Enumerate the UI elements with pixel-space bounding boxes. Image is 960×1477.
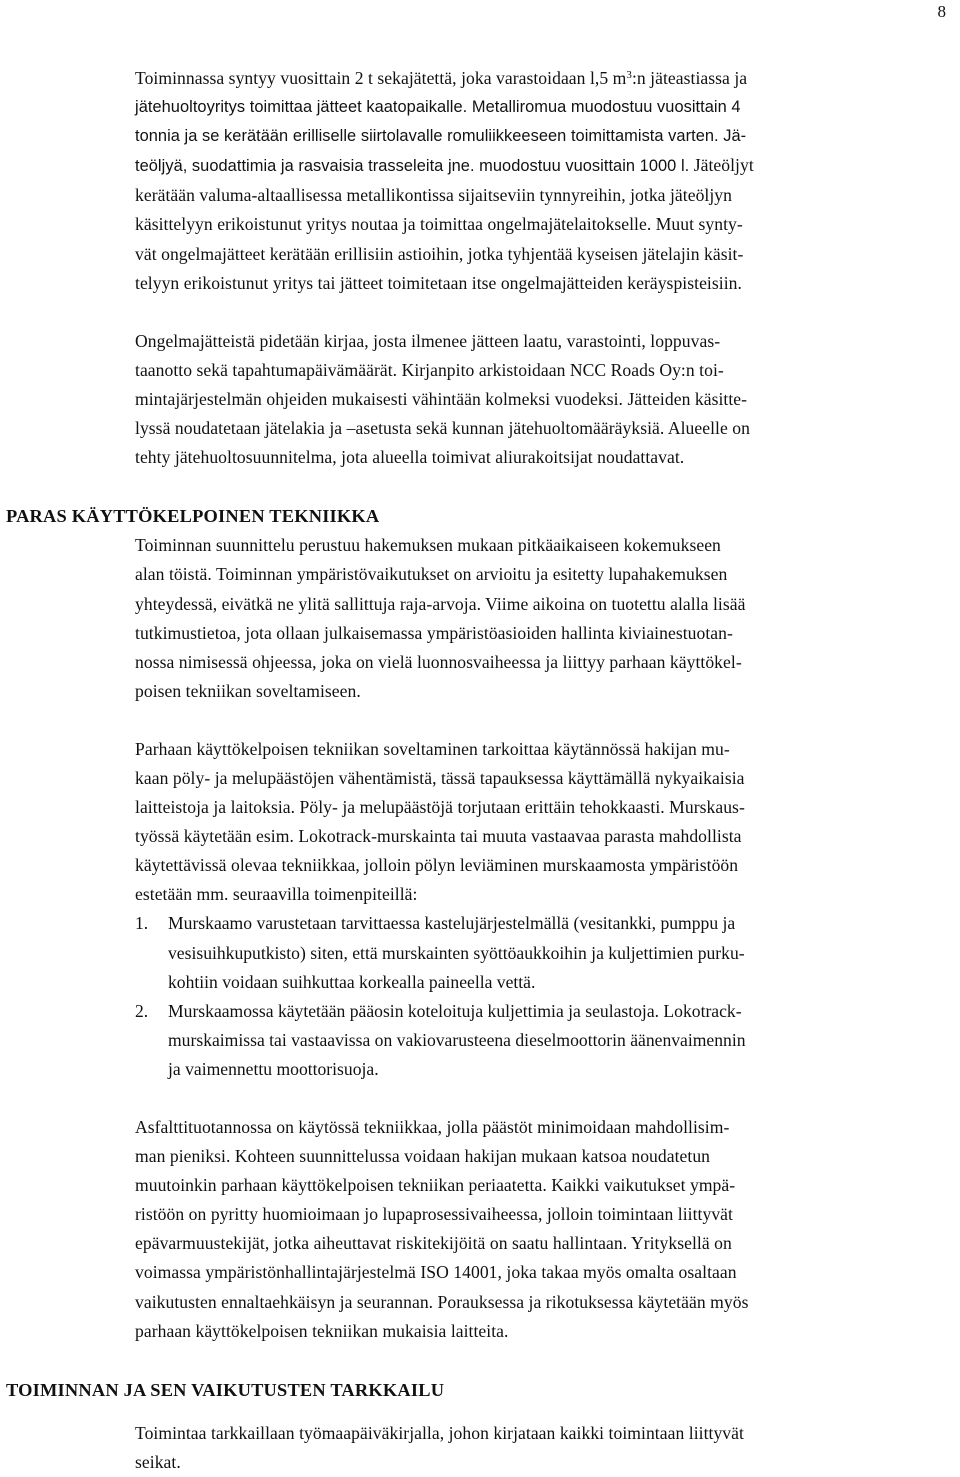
text-line: vaikutusten ennaltaehkäisyn ja seurannan. Porauksessa ja rikotuksessa käytetään myös [135, 1291, 749, 1312]
paragraph-monitoring [135, 1419, 957, 1477]
text-line: parhaan käyttökelpoisen tekniikan mukaisia laitteita. [135, 1320, 509, 1341]
text-line: Murskaamo varustetaan tarvittaessa kastelujärjestelmällä (vesitankki, pumppu ja [168, 913, 736, 934]
list-item [135, 997, 957, 1084]
text-line: ja vaimennettu moottorisuoja. [168, 1058, 379, 1079]
text-line: man pieniksi. Kohteen suunnittelussa voidaan hakijan mukaan katsoa noudatetun [135, 1146, 711, 1167]
text-line: vesisuihkuputkisto) siten, että murskainten syöttöaukkoihin ja kuljettimien purku- [168, 942, 745, 963]
text-line: mintajärjestelmän ohjeiden mukaisesti vähintään kolmeksi vuodeksi. Jätteiden käsitte- [135, 388, 748, 409]
paragraph-application [135, 735, 957, 910]
paragraph-planning [135, 531, 957, 706]
text-line: käsittelyyn erikoistunut yritys noutaa ja toimittaa ongelmajätelaitokselle. Muut synty- [135, 214, 743, 235]
text-line: käytettävissä olevaa tekniikkaa, jolloin pölyn leviäminen murskaamosta ympäristöön [135, 855, 739, 876]
section-heading-monitoring: TOIMINNAN JA SEN VAIKUTUSTEN TARKKAILU [6, 1379, 445, 1400]
text-line: poisen tekniikan soveltamiseen. [135, 680, 361, 701]
text-line: Toimintaa tarkkaillaan työmaapäiväkirjalla, johon kirjataan kaikki toimintaan liittyvät [135, 1422, 744, 1443]
text-line: muutoinkin parhaan käyttökelpoisen tekniikan periaatetta. Kaikki vaikutukset ympä- [135, 1175, 736, 1196]
list-number: 2. [135, 1000, 149, 1021]
text-line: työssä käytetään esim. Lokotrack-murskainta tai muuta vastaavaa parasta mahdollista [135, 826, 742, 847]
text-line: Toiminnassa syntyy vuosittain 2 t sekajätettä, joka varastoidaan l,5 $m^3:n$ jäteastiassa ja [135, 68, 748, 88]
page-number: 8 [937, 2, 946, 21]
text-line: Toiminnan suunnittelu perustuu hakemuksen mukaan pitkäaikaiseen kokemukseen [135, 535, 721, 556]
text-line: murskaimissa tai vastaavissa on vakiovarusteena dieselmoottorin äänenvaimennin [168, 1029, 746, 1050]
measures-list [135, 909, 957, 1084]
text-line: laitteistoja ja laitoksia. Pöly- ja melupäästöjä torjutaan erittäin tehokkaasti. Murskaus- [135, 797, 745, 818]
paragraph-records [135, 327, 957, 472]
text-line: tonnia ja se kerätään erilliselle siirtolavalle romuliikkeeseen toimittamista varten. Jä- [135, 127, 747, 146]
text-line: teöljyä, suodattimia ja rasvaisia trasseleita jne. muodostuu vuosittain 1000 l. Jäteöljyt [135, 155, 754, 176]
text-line: lyssä noudatetaan jätelakia ja –asetusta sekä kunnan jätehuoltomääräyksiä. Alueelle on [135, 418, 750, 439]
text-line: Murskaamossa käytetään pääosin koteloituja kuljettimia ja seulastoja. Lokotrack- [168, 1000, 742, 1021]
text-line: kerätään valuma-altaallisessa metallikontissa sijaitseviin tynnyreihin, jotka jäteöljyn [135, 185, 732, 206]
text-line: seikat. [135, 1451, 181, 1472]
list-number: 1. [135, 913, 149, 934]
paragraph-asphalt [135, 1113, 957, 1346]
text-line: yhteydessä, eivätkä ne ylitä sallittuja raja-arvoja. Viime aikoina on tuotettu alalla lisää [135, 593, 746, 614]
text-line: vät ongelmajätteet kerätään erillisiin astioihin, jotka tyhjentää kyseisen jätelajin käsit- [135, 243, 744, 264]
text-line: ristöön on pyritty huomioimaan jo lupaprosessivaiheessa, jolloin toimintaan liittyvät [135, 1204, 733, 1225]
text-line: kohtiin voidaan suihkuttaa korkealla paineella vettä. [168, 971, 536, 992]
text-line: voimassa ympäristönhallintajärjestelmä ISO 14001, joka takaa myös omalta osaltaan [135, 1262, 737, 1283]
text-line: nossa nimisessä ohjeessa, joka on vielä luonnosvaiheessa ja liittyy parhaan käyttökel- [135, 651, 742, 672]
text-line: epävarmuustekijät, jotka aiheuttavat riskitekijöitä on saatu hallintaan. Yrityksellä on [135, 1233, 732, 1254]
text-line: tehty jätehuoltosuunnitelma, jota alueella toimivat aliurakoitsijat noudattavat. [135, 447, 685, 468]
list-item [135, 909, 957, 996]
text-line: Asfalttituotannossa on käytössä tekniikkaa, jolla päästöt minimoidaan mahdollisim- [135, 1117, 730, 1137]
text-line: kaan pöly- ja melupäästöjen vähentämistä, tässä tapauksessa käyttämällä nykyaikaisia [135, 767, 745, 788]
section-heading-best-technique: PARAS KÄYTTÖKELPOINEN TEKNIIKKA [6, 506, 380, 527]
text-line: taanotto sekä tapahtumapäivämäärät. Kirjanpito arkistoidaan NCC Roads Oy:n toi- [135, 359, 724, 380]
text-line: alan töistä. Toiminnan ympäristövaikutukset on arvioitu ja esitetty lupahakemuksen [135, 564, 728, 585]
text-line: jätehuoltoyritys toimittaa jätteet kaatopaikalle. Metalliromua muodostuu vuosittain 4 [135, 98, 741, 117]
paragraph-waste [135, 64, 957, 298]
text-line: Parhaan käyttökelpoisen tekniikan soveltaminen tarkoittaa käytännössä hakijan mu- [135, 738, 730, 759]
document-body [0, 64, 960, 1477]
text-line: tutkimustietoa, jota ollaan julkaisemassa ympäristöasioiden hallinta kiviainestuotan- [135, 622, 733, 643]
text-line: estetään mm. seuraavilla toimenpiteillä: [135, 884, 418, 905]
text-line: Ongelmajätteistä pidetään kirjaa, josta ilmenee jätteen laatu, varastointi, loppuvas- [135, 330, 721, 351]
text-line: telyyn erikoistunut yritys tai jätteet toimitetaan itse ongelmajätteiden keräyspisteisiin. [135, 272, 742, 293]
